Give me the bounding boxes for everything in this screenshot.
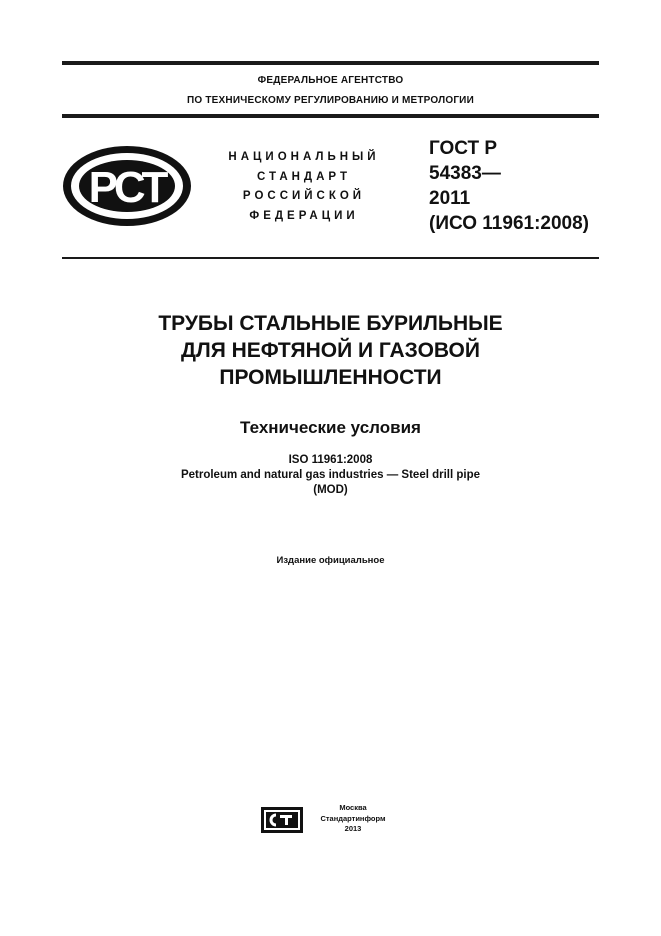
national-standard-line-1: НАЦИОНАЛЬНЫЙ xyxy=(228,151,380,163)
rst-certification-mark-icon xyxy=(60,143,194,229)
agency-line-2: ПО ТЕХНИЧЕСКОМУ РЕГУЛИРОВАНИЮ И МЕТРОЛОГИИ xyxy=(187,95,474,106)
standartinform-logo-icon xyxy=(261,807,303,833)
publisher-city: Москва xyxy=(339,803,367,812)
national-standard-line-2: СТАНДАРТ xyxy=(257,170,351,183)
title-line-1: ТРУБЫ СТАЛЬНЫЕ БУРИЛЬНЫЕ xyxy=(158,312,503,335)
section-rule xyxy=(62,257,599,259)
gost-line-4: (ИСО 11961:2008) xyxy=(429,213,589,234)
header-rule xyxy=(62,114,599,118)
gost-line-2: 54383— xyxy=(429,163,501,184)
edition-label: Издание официальное xyxy=(276,555,385,566)
iso-code: ISO 11961:2008 xyxy=(288,454,373,466)
logo-text: РСТ xyxy=(88,163,166,212)
agency-line-1: ФЕДЕРАЛЬНОЕ АГЕНТСТВО xyxy=(257,75,404,86)
iso-mod: (MOD) xyxy=(313,484,348,496)
national-standard-label xyxy=(206,148,402,226)
gost-designation xyxy=(429,136,599,236)
national-standard-line-3: РОССИЙСКОЙ xyxy=(242,190,366,202)
agency-header xyxy=(62,71,599,111)
top-rule xyxy=(62,61,599,65)
national-standard-line-4: ФЕДЕРАЦИИ xyxy=(249,209,359,222)
iso-title: Petroleum and natural gas industries — Steel drill pipe xyxy=(180,469,481,481)
document-subtitle: Технические условия xyxy=(240,418,421,437)
iso-reference xyxy=(62,453,599,498)
title-line-2: ДЛЯ НЕФТЯНОЙ И ГАЗОВОЙ xyxy=(181,339,480,362)
publisher-info xyxy=(308,803,398,835)
title-line-3: ПРОМЫШЛЕННОСТИ xyxy=(219,366,442,389)
publisher-year: 2013 xyxy=(344,824,362,833)
gost-line-1: ГОСТ Р xyxy=(429,138,498,159)
document-title xyxy=(62,310,599,391)
publisher-name: Стандартинформ xyxy=(320,813,386,823)
gost-line-3: 2011 xyxy=(429,188,471,209)
